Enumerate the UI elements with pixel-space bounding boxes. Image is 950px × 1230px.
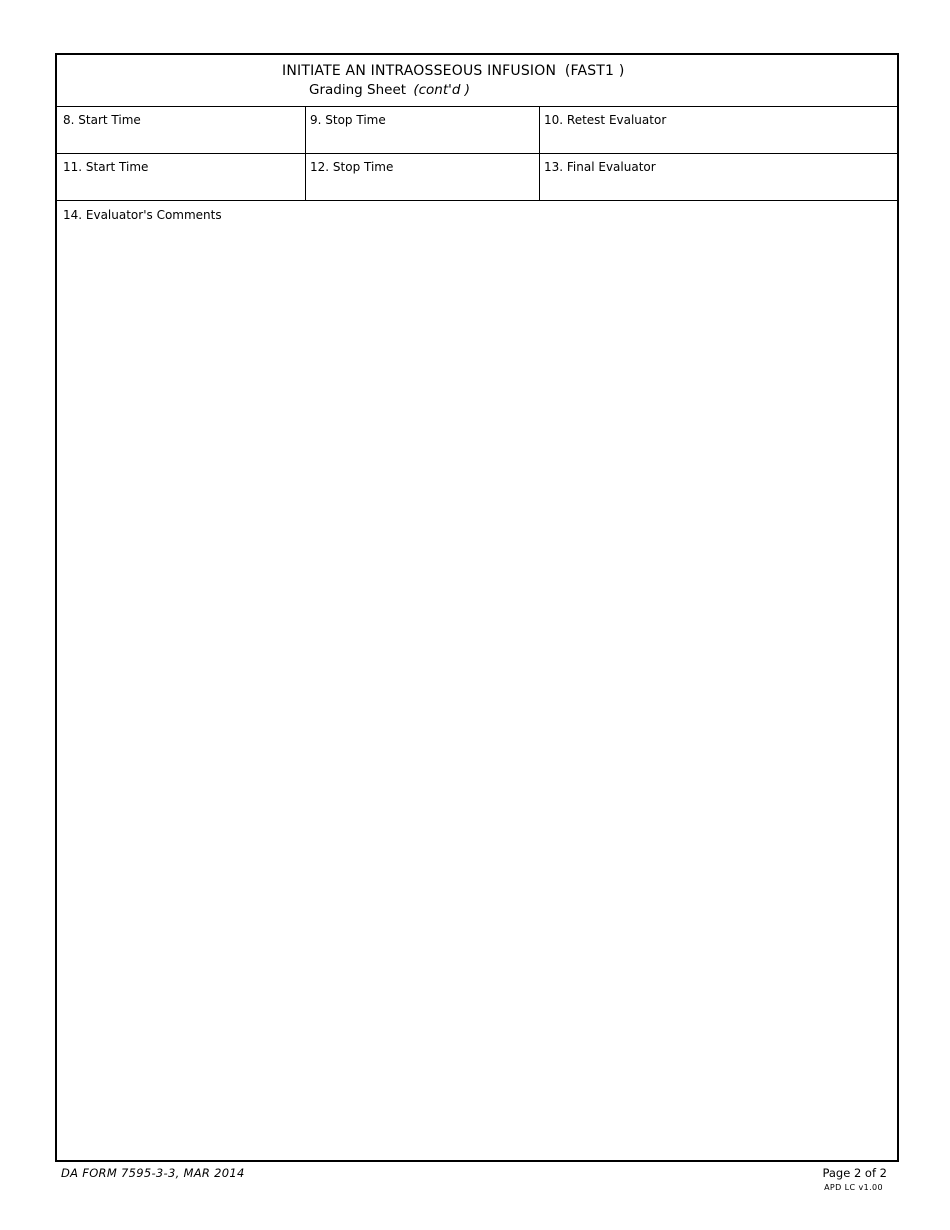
final-evaluator-13-field[interactable]	[539, 154, 897, 200]
start-time-8-field[interactable]	[57, 107, 305, 153]
form-title-text: INITIATE AN INTRAOSSEOUS INFUSION	[282, 63, 557, 79]
evaluator-comments-label: 14. Evaluator's Comments	[63, 208, 222, 222]
grading-sheet-form	[55, 53, 899, 1162]
stop-time-12-label: 12. Stop Time	[310, 160, 394, 174]
form-subtitle-text: Grading Sheet	[309, 82, 407, 98]
form-subtitle-suffix: (cont'd )	[413, 82, 470, 98]
evaluator-comments-field[interactable]	[57, 202, 897, 1160]
form-version: APD LC v1.00	[824, 1183, 883, 1192]
retest-evaluator-10-label: 10. Retest Evaluator	[544, 113, 667, 127]
start-time-11-field[interactable]	[57, 154, 305, 200]
start-time-11-label: 11. Start Time	[63, 160, 149, 174]
stop-time-12-field[interactable]	[305, 154, 539, 200]
form-title	[282, 63, 624, 79]
form-title-code: (FAST1 )	[564, 63, 625, 79]
retest-evaluator-10-field[interactable]	[539, 107, 897, 153]
page-number: Page 2 of 2	[822, 1166, 887, 1180]
stop-time-9-label: 9. Stop Time	[310, 113, 386, 127]
form-identifier: DA FORM 7595-3-3, MAR 2014	[61, 1166, 245, 1180]
stop-time-9-field[interactable]	[305, 107, 539, 153]
start-time-8-label: 8. Start Time	[63, 113, 141, 127]
final-evaluator-13-label: 13. Final Evaluator	[544, 160, 656, 174]
form-header	[57, 55, 897, 107]
form-subtitle	[309, 82, 470, 98]
time-row-first-attempt	[57, 107, 897, 154]
time-row-final-attempt	[57, 154, 897, 201]
